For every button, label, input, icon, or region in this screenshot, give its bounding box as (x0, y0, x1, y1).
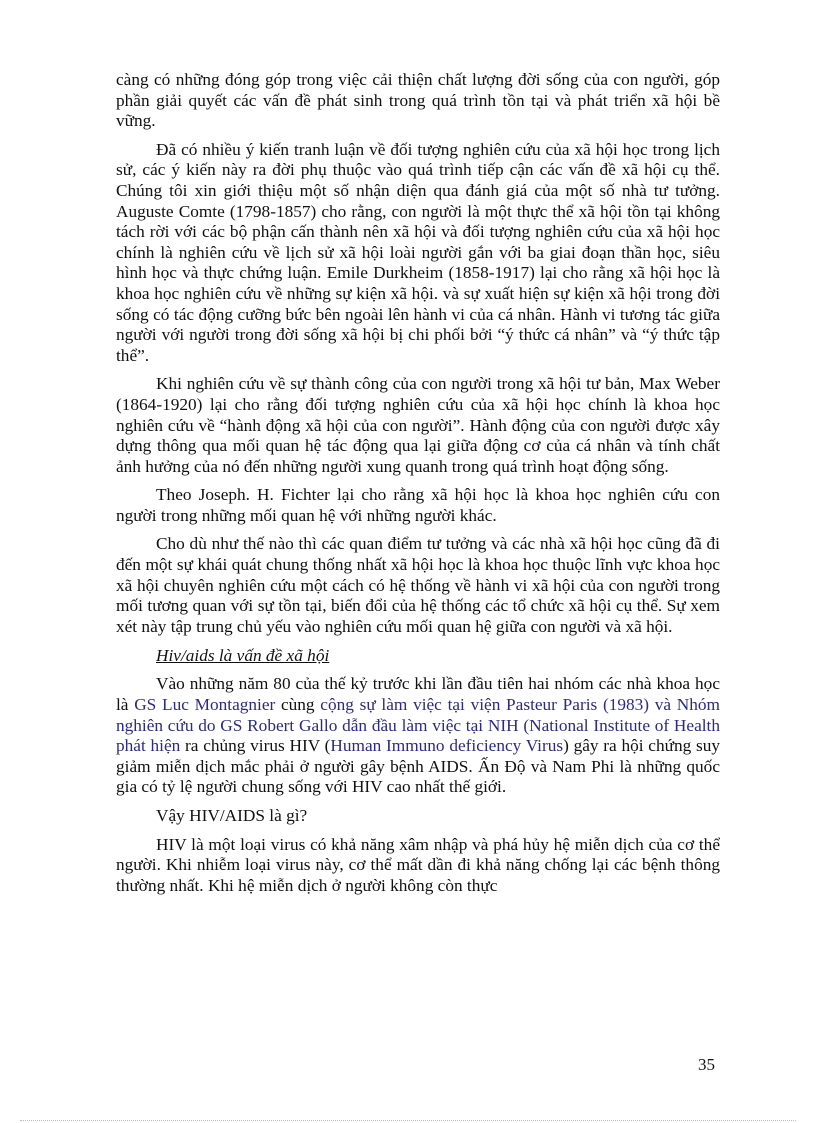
page-number: 35 (698, 1055, 715, 1074)
paragraph-fichter: Theo Joseph. H. Fichter lại cho rằng xã hội học là khoa học nghiên cứu con người trong những mối quan hệ với những người khác. (116, 485, 720, 525)
paragraph-sociology-object: Đã có nhiều ý kiến tranh luận về đối tượng nghiên cứu của xã hội học trong lịch sử, các ý kiến này ra đời phụ thuộc vào quá trình tiếp cận các vấn đề xã hội cụ thể. Chúng tôi xin giới thiệu một số nhận diện qua đánh giá của một số nhà tư tưởng. Auguste Comte (1798-1857) cho rằng, con người là một thực thể xã hội tồn tại không tách rời với các bộ phận cấn thành nên xã hội và đối tượng nghiên cứu của xã hội học chính là nghiên cứu về lịch sử xã hội loài người gắn với ba giai đoạn thần học, siêu hình học và thực chứng luận. Emile Durkheim (1858-1917) lại cho rằng xã hội học là khoa học nghiên cứu về những sự kiện xã hội. và sự xuất hiện sự kiện xã hội trong đời sống có tác động cưỡng bức bên ngoài lên hành vi của cá nhân. Hành vi tương tác giữa người với người trong đời sống xã hội bị chi phối bởi “ý thức cá nhân” và “ý thức tập thể”. (116, 139, 720, 365)
link-luc-montagnier[interactable]: GS Luc Montagnier (134, 695, 276, 715)
paragraph-summary: Cho dù như thế nào thì các quan điểm tư tưởng và các nhà xã hội học cũng đã đi đến một sự khái quát chung thống nhất xã hội học là khoa học thuộc lĩnh vực khoa học xã hội chuyên nghiên cứu một cách có hệ thống về hành vi xã hội của con người trong mối tương quan với sự tồn tại, biến đổi của hệ thống các tổ chức xã hội cụ thể. Sự xem xét này tập trung chủ yếu vào nghiên cứu mối quan hệ giữa con người và xã hội. (116, 534, 720, 636)
text-segment: ) gây ra hội chứng suy giảm miễn dịch mắc phải ở người gây bệnh AIDS. Ấn Độ và Nam Phi là những quốc gia có tỷ lệ người chung sống với HIV cao nhất thế giới. (116, 736, 721, 797)
page-body (116, 70, 720, 904)
paragraph-hiv-definition: HIV là một loại virus có khả năng xâm nhập và phá hủy hệ miễn dịch của cơ thể người. Khi nhiễm loại virus này, cơ thể mất dần đi khả năng chống lại các bệnh thông thường nhất. Khi hệ miễn dịch ở người không còn thực (116, 834, 720, 895)
section-heading: Hiv/aids là vấn đề xã hội (156, 646, 330, 666)
text-segment: ra chủng virus HIV ( (180, 736, 331, 756)
text-segment: Vào những năm 80 của thế kỷ trước khi lần đầu tiên hai nhóm các nhà khoa học là (116, 674, 720, 715)
paragraph-question: Vậy HIV/AIDS là gì? (156, 806, 308, 825)
page-bottom-divider (20, 1120, 796, 1121)
text-segment: cùng (275, 695, 321, 715)
link-pasteur-nih[interactable]: cộng sự làm việc tại viện Pasteur Paris (1983) và Nhóm nghiên cứu do GS Robert Gallo dẫn đầu làm việc tại NIH (National Institute of Health phát hiện (116, 695, 720, 756)
paragraph-max-weber: Khi nghiên cứu về sự thành công của con người trong xã hội tư bản, Max Weber (1864-1920) lại cho rằng đối tượng nghiên cứu của xã hội học chính là khoa học nghiên cứu về “hành động xã hội của con người”. Hành động của con người được xây dựng thông qua mối quan hệ tác động qua lại giữa động cơ của cá nhân và tính chất ảnh hưởng của nó đến những người xung quanh trong quá trình hoạt động sống. (116, 374, 720, 476)
link-human-immunodeficiency-virus[interactable]: Human Immuno deficiency Virus (330, 736, 564, 756)
paragraph-hiv-discovery (116, 674, 720, 798)
paragraph-continuation: càng có những đóng góp trong việc cải thiện chất lượng đời sống của con người, góp phần giải quyết các vấn đề phát sinh trong quá trình tồn tại và phát triển xã hội bề vững. (116, 70, 720, 131)
